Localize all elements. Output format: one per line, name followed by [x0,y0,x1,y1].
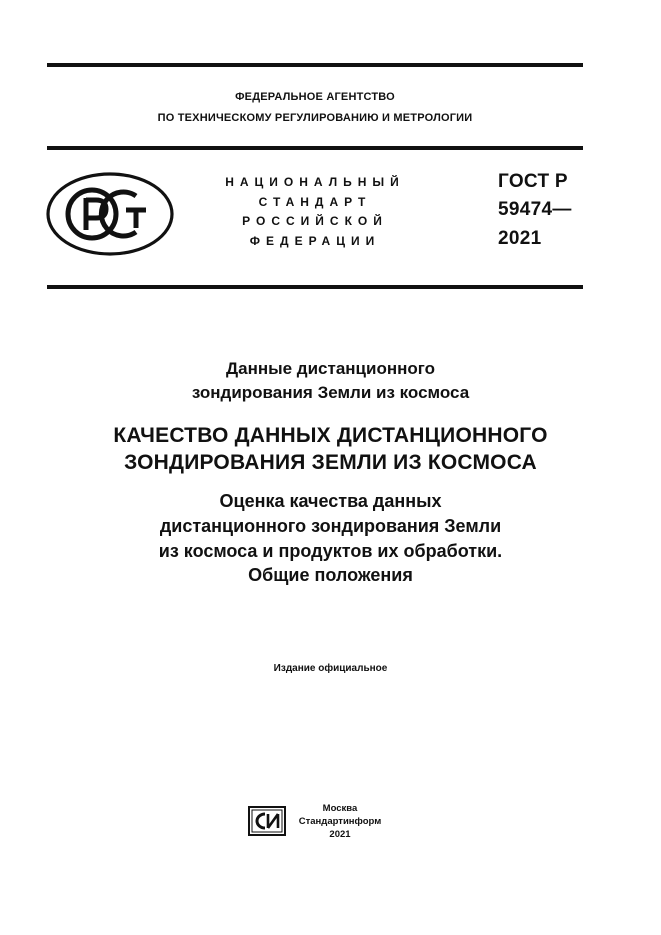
part-title-line2: дистанционного зондирования Земли [159,516,502,536]
standartinform-logo-icon [248,806,286,836]
part-title-line3: из космоса и продуктов их обработки. [158,541,503,561]
agency-name-line2: ПО ТЕХНИЧЕСКОМУ РЕГУЛИРОВАНИЮ И МЕТРОЛОГИИ [157,112,473,124]
main-title-line1: КАЧЕСТВО ДАННЫХ ДИСТАНЦИОННОГО [113,424,548,447]
standard-designation-line3: 2021 [498,228,542,249]
subtitle-line1: Данные дистанционного [226,359,435,378]
publisher-name: Стандартинформ [298,816,382,827]
part-title-line1: Оценка качества данных [219,491,442,511]
agency-name-line1: ФЕДЕРАЛЬНОЕ АГЕНТСТВО [235,91,395,103]
standard-designation-line2: 59474— [498,199,572,220]
national-standard-line2: СТАНДАРТ [258,195,372,209]
publisher-year: 2021 [329,829,351,840]
part-title-line4: Общие положения [248,565,413,585]
national-standard-line4: ФЕДЕРАЦИИ [249,234,381,248]
designation-rule [47,285,583,289]
top-rule [47,63,583,67]
standard-designation-line1: ГОСТ Р [498,171,568,192]
national-standard-line1: НАЦИОНАЛЬНЫЙ [225,175,405,189]
main-title-line2: ЗОНДИРОВАНИЯ ЗЕМЛИ ИЗ КОСМОСА [124,451,537,474]
header-rule [47,146,583,150]
subtitle-line2: зондирования Земли из космоса [191,383,470,402]
national-standard-line3: РОССИЙСКОЙ [242,214,388,228]
edition-label: Издание официальное [273,663,388,674]
publisher-city: Москва [322,803,358,814]
rst-emblem-icon [46,172,174,256]
